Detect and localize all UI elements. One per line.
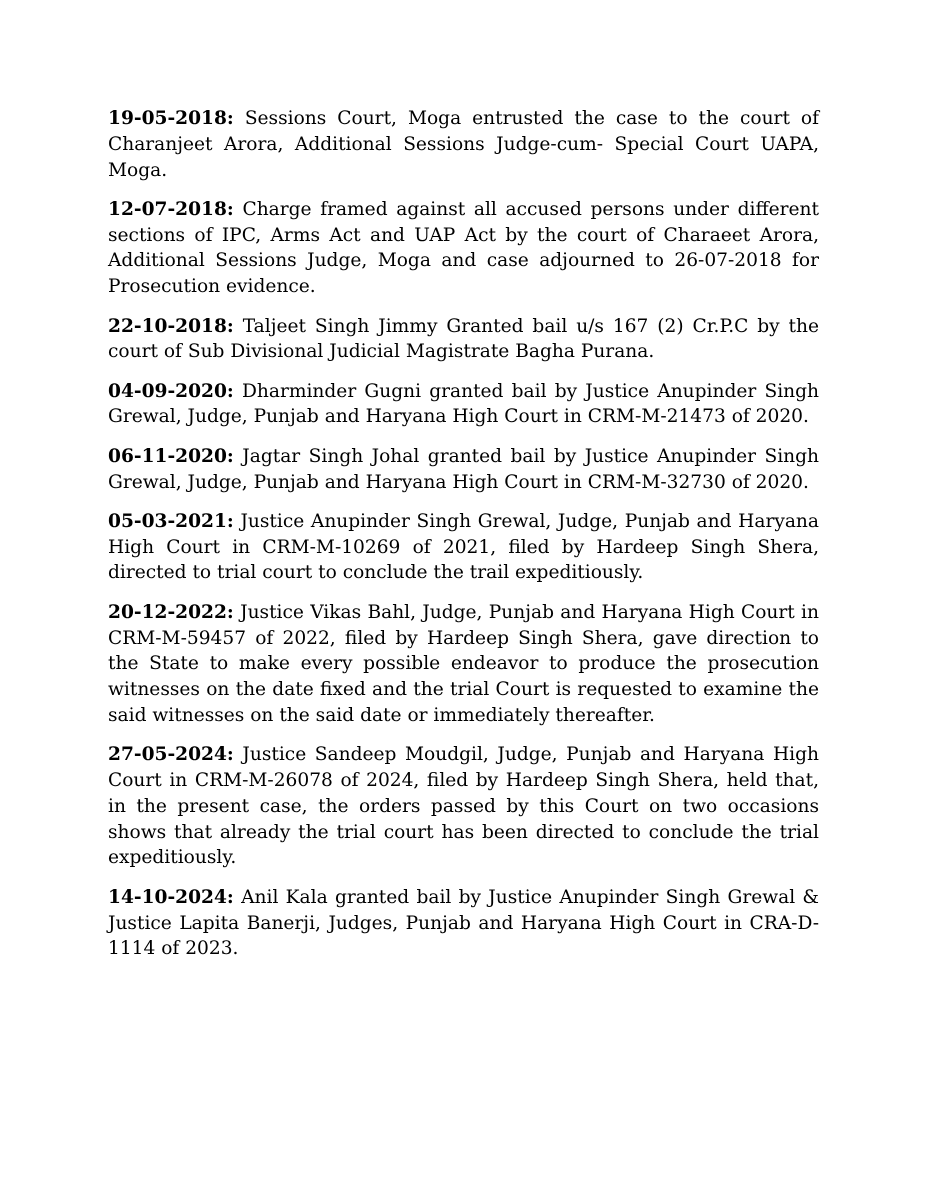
timeline-entry <box>108 742 819 871</box>
timeline-entry <box>108 379 819 431</box>
timeline-entry <box>108 197 819 300</box>
document-page <box>108 106 819 976</box>
timeline-entry <box>108 106 819 183</box>
entry-date: 19-05-2018: <box>108 108 234 129</box>
entry-date: 22-10-2018: <box>108 315 234 337</box>
entry-date: 14-10-2024: <box>108 886 234 908</box>
entry-date: 12-07-2018: <box>108 198 234 220</box>
entry-text: Justice Sandeep Moudgil, Judge, Punjab and Haryana High Court in CRM-M-26078 of 2024, filed by Hardeep Singh Shera, held that, in the present case, the orders passed by this Court on two occasions shows that already the trial court has been directed to conclude the trial expeditiously. <box>108 744 819 869</box>
entry-date: 04-09-2020: <box>108 380 234 402</box>
entry-text: Jagtar Singh Johal granted bail by Justice Anupinder Singh Grewal, Judge, Punjab and Haryana High Court in CRM-M-32730 of 2020. <box>108 445 819 493</box>
timeline-entry <box>108 885 819 962</box>
entry-text: Justice Anupinder Singh Grewal, Judge, Punjab and Haryana High Court in CRM-M-10269 of 2021, filed by Hardeep Singh Shera, directed to trial court to conclude the trail expeditiously. <box>108 510 819 584</box>
timeline-entry <box>108 600 819 729</box>
entry-date: 20-12-2022: <box>108 601 234 623</box>
timeline-entry <box>108 509 819 586</box>
entry-date: 27-05-2024: <box>108 744 234 766</box>
entry-date: 06-11-2020: <box>108 445 234 467</box>
entry-text: Taljeet Singh Jimmy Granted bail u/s 167 (2) Cr.P.C by the court of Sub Divisional Judicial Magistrate Bagha Purana. <box>108 315 819 363</box>
timeline-entry <box>108 314 819 366</box>
entry-text: Sessions Court, Moga entrusted the case to the court of Charanjeet Arora, Additional Sessions Judge-cum- Special Court UAPA, Moga. <box>108 108 819 181</box>
entry-text: Anil Kala granted bail by Justice Anupinder Singh Grewal & Justice Lapita Banerji, Judges, Punjab and Haryana High Court in CRA-D-1114 of 2023. <box>108 886 819 960</box>
entry-date: 05-03-2021: <box>108 510 234 532</box>
timeline-entry <box>108 444 819 496</box>
entry-text: Justice Vikas Bahl, Judge, Punjab and Haryana High Court in CRM-M-59457 of 2022, filed by Hardeep Singh Shera, gave direction to the State to make every possible endeavor to produce the prosecution witnesses on the date fixed and the trial Court is requested to examine the said witnesses on the said date or immediately thereafter. <box>108 601 819 726</box>
entry-text: Charge framed against all accused persons under different sections of IPC, Arms Act and UAP Act by the court of Charaeet Arora, Additional Sessions Judge, Moga and case adjourned to 26-07-2018 for Prosecution evidence. <box>108 198 819 298</box>
entry-text: Dharminder Gugni granted bail by Justice Anupinder Singh Grewal, Judge, Punjab and Haryana High Court in CRM-M-21473 of 2020. <box>108 380 819 428</box>
